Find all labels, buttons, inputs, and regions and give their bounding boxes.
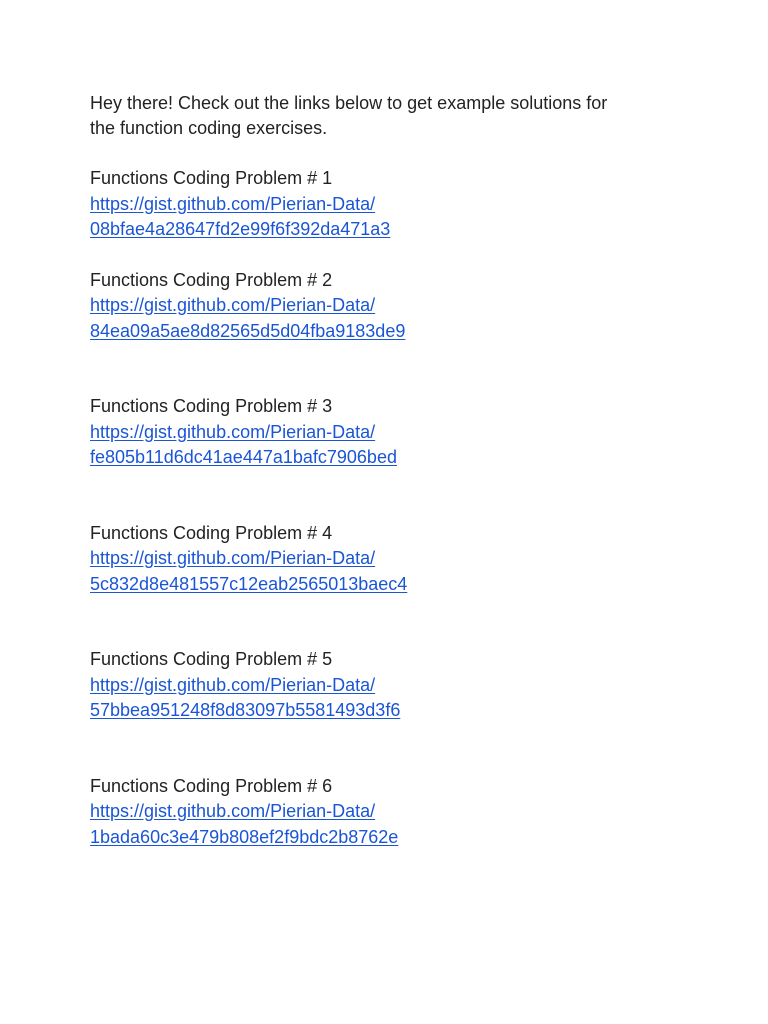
problem-5-title: Functions Coding Problem # 5 bbox=[90, 649, 333, 669]
problem-3-title: Functions Coding Problem # 3 bbox=[90, 396, 333, 416]
problem-4 bbox=[90, 521, 690, 598]
problem-5-link[interactable] bbox=[90, 673, 690, 724]
problem-1-link-line-2[interactable]: 08bfae4a28647fd2e99f6f392da471a3 bbox=[90, 219, 391, 239]
problem-1-title: Functions Coding Problem # 1 bbox=[90, 168, 333, 188]
intro-line-2: the function coding exercises. bbox=[90, 118, 328, 138]
intro-paragraph bbox=[90, 91, 690, 141]
problem-4-link-line-2[interactable]: 5c832d8e481557c12eab2565013baec4 bbox=[90, 573, 408, 594]
problem-1-link[interactable] bbox=[90, 192, 690, 243]
problem-1-link-line-1[interactable]: https://gist.github.com/Pierian-Data/ bbox=[90, 193, 376, 214]
problem-4-title: Functions Coding Problem # 4 bbox=[90, 522, 333, 543]
problem-5-link-line-1[interactable]: https://gist.github.com/Pierian-Data/ bbox=[90, 674, 376, 695]
intro-line-1: Hey there! Check out the links below to get example solutions for bbox=[90, 93, 608, 113]
problem-2-link-line-1[interactable]: https://gist.github.com/Pierian-Data/ bbox=[90, 295, 376, 315]
problem-3 bbox=[90, 394, 690, 471]
problem-2-link[interactable] bbox=[90, 293, 690, 344]
problem-4-link-line-1[interactable]: https://gist.github.com/Pierian-Data/ bbox=[90, 548, 376, 568]
problem-2 bbox=[90, 268, 690, 345]
problem-5-link-line-2[interactable]: 57bbea951248f8d83097b5581493d3f6 bbox=[90, 700, 401, 720]
problem-5 bbox=[90, 647, 690, 724]
document-content bbox=[90, 91, 690, 850]
problem-2-link-line-2[interactable]: 84ea09a5ae8d82565d5d04fba9183de9 bbox=[90, 320, 406, 341]
problem-3-link-line-2[interactable]: fe805b11d6dc41ae447a1bafc7906bed bbox=[90, 447, 397, 467]
problem-6 bbox=[90, 774, 690, 851]
problem-3-link[interactable] bbox=[90, 420, 690, 471]
problem-3-link-line-1[interactable]: https://gist.github.com/Pierian-Data/ bbox=[90, 421, 376, 442]
problem-6-title: Functions Coding Problem # 6 bbox=[90, 775, 333, 796]
problem-6-link-line-1[interactable]: https://gist.github.com/Pierian-Data/ bbox=[90, 801, 376, 821]
problem-2-title: Functions Coding Problem # 2 bbox=[90, 269, 333, 290]
problem-1 bbox=[90, 166, 690, 243]
problem-6-link[interactable] bbox=[90, 799, 690, 850]
problem-4-link[interactable] bbox=[90, 546, 690, 597]
problem-6-link-line-2[interactable]: 1bada60c3e479b808ef2f9bdc2b8762e bbox=[90, 826, 399, 847]
